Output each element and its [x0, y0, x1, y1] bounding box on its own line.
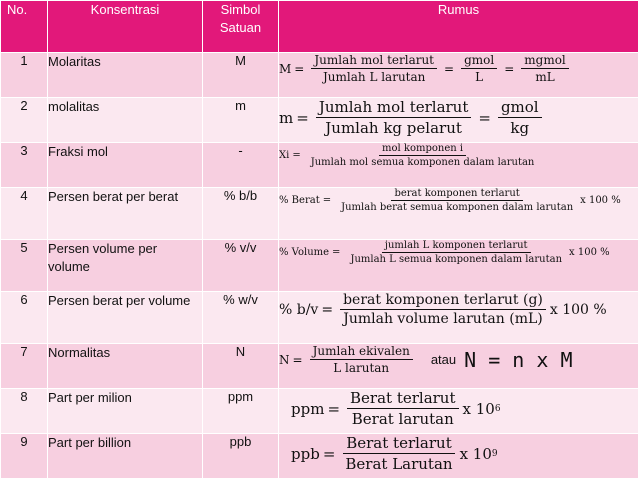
table-row [1, 344, 638, 389]
formula-molalitas [279, 98, 638, 143]
unit-symbol: % w/v [203, 292, 279, 344]
concentration-name: molalitas [48, 98, 203, 143]
row-number: 6 [1, 292, 48, 344]
table-row [1, 292, 638, 344]
formula-lhs: ppm [291, 399, 325, 418]
atau-label: atau [430, 352, 457, 367]
table-row [1, 240, 638, 292]
unit-symbol: N [203, 344, 279, 389]
formula-lhs: M [279, 61, 292, 76]
unit-symbol: M [203, 53, 279, 98]
numerator: Jumlah mol terlarut [316, 98, 472, 118]
denominator: Jumlah volume larutan (mL) [343, 311, 543, 327]
denominator: mL [535, 70, 555, 84]
header-konsentrasi: Konsentrasi [48, 1, 203, 53]
row-number: 5 [1, 240, 48, 292]
table-row [1, 434, 638, 479]
formula-multiplier: x 100 % [569, 247, 610, 258]
header-row [1, 1, 638, 53]
fraction [308, 143, 538, 168]
row-number: 3 [1, 143, 48, 188]
formula-persen-berat [279, 188, 638, 240]
fraction [310, 344, 413, 375]
equals-sign: = [292, 150, 301, 161]
equals-sign: = [294, 61, 305, 76]
numerator: jumlah L komponen terlarut [382, 240, 531, 253]
numerator: mol komponen i [379, 143, 466, 156]
equals-sign: = [322, 444, 336, 463]
concentration-name: Normalitas [48, 344, 203, 389]
numerator: Jumlah mol terlarut [311, 53, 437, 69]
numerator: Berat terlarut [347, 389, 458, 409]
denominator: Jumlah mol semua komponen dalam larutan [310, 157, 535, 168]
denominator: Jumlah kg pelarut [325, 119, 462, 137]
equals-sign: = [321, 301, 334, 318]
denominator: Jumlah berat semua komponen dalam larutan [341, 202, 574, 213]
fraction [521, 53, 569, 84]
concentration-name: Part per billion [48, 434, 203, 479]
unit-symbol: ppm [203, 389, 279, 434]
equals-sign: = [504, 61, 515, 76]
row-number: 8 [1, 389, 48, 434]
formula-multiplier: x 100 % [549, 301, 607, 318]
formula-lhs: % Volume [279, 247, 330, 258]
formula-persen-berat-volume [279, 292, 638, 344]
denominator: kg [510, 119, 530, 137]
fraction [347, 389, 458, 428]
denominator: Jumlah L larutan [322, 70, 426, 84]
numerator: mgmol [521, 53, 569, 69]
formula-multiplier: x 10 [459, 444, 492, 463]
concentration-name: Persen berat per volume [48, 292, 203, 344]
row-number: 9 [1, 434, 48, 479]
formula-lhs: N [279, 352, 290, 367]
table-row [1, 143, 638, 188]
numerator: Berat terlarut [343, 434, 454, 454]
denominator: Jumlah L semua komponen dalam larutan [350, 254, 563, 265]
table-row [1, 53, 638, 98]
numerator: Jumlah ekivalen [310, 344, 413, 360]
exponent: 6 [494, 403, 501, 414]
numerator: gmol [461, 53, 497, 69]
formula-lhs: Xi [279, 150, 290, 161]
formula-molaritas [279, 53, 638, 98]
unit-symbol: m [203, 98, 279, 143]
formula-lhs: % Berat [279, 195, 320, 206]
concentration-name: Persen volume per volume [48, 240, 203, 292]
formula-multiplier: x 10 [462, 399, 495, 418]
concentration-name: Fraksi mol [48, 143, 203, 188]
equals-sign: = [444, 61, 455, 76]
formula-ppb [279, 434, 638, 479]
formula-multiplier: x 100 % [580, 195, 621, 206]
formula-lhs: m [279, 108, 294, 127]
row-number: 1 [1, 53, 48, 98]
table-row [1, 188, 638, 240]
concentration-name: Persen berat per berat [48, 188, 203, 240]
formula-lhs: ppb [291, 444, 320, 463]
equals-sign: = [327, 399, 341, 418]
concentration-name: Molaritas [48, 53, 203, 98]
formula-lhs: % b/v [279, 301, 319, 318]
row-number: 2 [1, 98, 48, 143]
numerator: berat komponen terlarut [391, 188, 522, 201]
row-number: 4 [1, 188, 48, 240]
denominator: Berat Larutan [345, 455, 453, 473]
equals-sign: = [292, 352, 303, 367]
alt-formula: N = n x M [464, 347, 573, 372]
header-rumus: Rumus [279, 1, 638, 53]
formula-normalitas [279, 344, 638, 389]
fraction [498, 98, 542, 137]
unit-symbol: - [203, 143, 279, 188]
fraction [338, 188, 576, 213]
formula-fraksi-mol [279, 143, 638, 188]
denominator: L larutan [333, 361, 390, 375]
unit-symbol: % b/b [203, 188, 279, 240]
denominator: L [475, 70, 484, 84]
table-row [1, 389, 638, 434]
exponent: 9 [491, 448, 498, 459]
header-simbol: Simbol Satuan [203, 1, 279, 53]
formula-ppm [279, 389, 638, 434]
fraction [340, 292, 546, 327]
equals-sign: = [332, 247, 341, 258]
concentration-name: Part per milion [48, 389, 203, 434]
numerator: gmol [498, 98, 542, 118]
fraction [347, 240, 565, 265]
fraction [342, 434, 455, 473]
equals-sign: = [322, 195, 332, 206]
fraction [316, 98, 472, 137]
denominator: Berat larutan [351, 410, 454, 428]
unit-symbol: ppb [203, 434, 279, 479]
fraction [461, 53, 497, 84]
table-row [1, 98, 638, 143]
equals-sign: = [296, 108, 309, 127]
unit-symbol: % v/v [203, 240, 279, 292]
equals-sign: = [478, 108, 491, 127]
numerator: berat komponen terlarut (g) [340, 292, 546, 310]
header-no: No. [1, 1, 48, 53]
fraction [311, 53, 437, 84]
row-number: 7 [1, 344, 48, 389]
formula-persen-volume [279, 240, 638, 292]
